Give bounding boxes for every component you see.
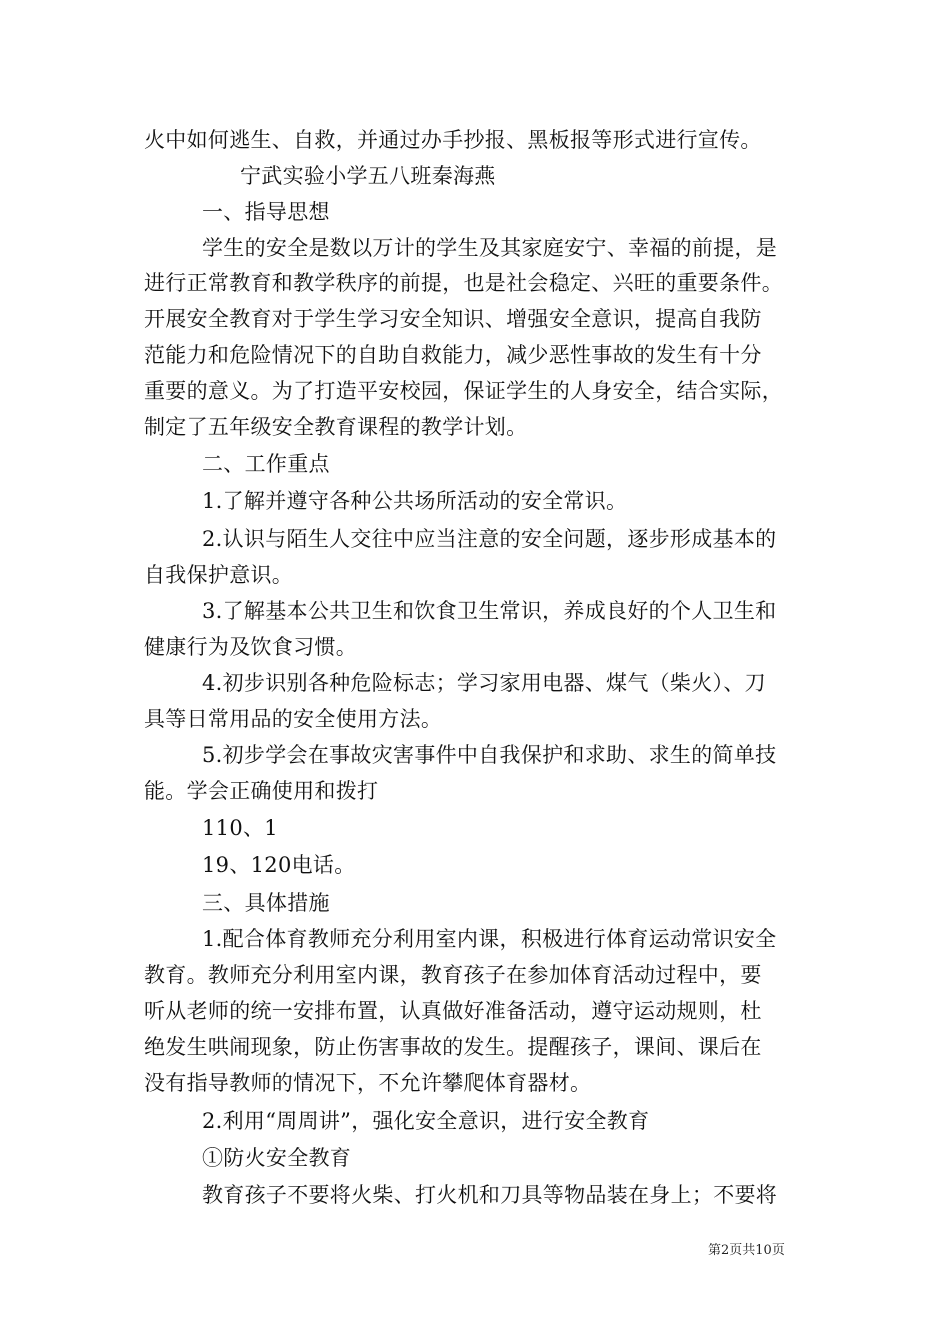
text-line: 绝发生哄闹现象，防止伤害事故的发生。提醒孩子，课间、课后在 [144, 1035, 762, 1059]
list-item: 1.配合体育教师充分利用室内课，积极进行体育运动常识安全 [202, 927, 777, 951]
text-line: 没有指导教师的情况下，不允许攀爬体育器材。 [144, 1071, 592, 1095]
text-line: 制定了五年级安全教育课程的教学计划。 [144, 415, 528, 439]
section-heading: 一、指导思想 [202, 200, 330, 224]
text-line: 范能力和危险情况下的自助自救能力，减少恶性事故的发生有十分 [144, 343, 762, 367]
list-item: 2.认识与陌生人交往中应当注意的安全问题，逐步形成基本的 [202, 527, 777, 551]
list-item: 2.利用“周周讲”，强化安全意识，进行安全教育 [202, 1109, 650, 1133]
section-heading: 二、工作重点 [202, 452, 330, 476]
text-line: 重要的意义。为了打造平安校园，保证学生的人身安全，结合实际， [144, 379, 783, 403]
text-line: 开展安全教育对于学生学习安全知识、增强安全意识，提高自我防 [144, 307, 762, 331]
text-line: 健康行为及饮食习惯。 [144, 635, 357, 659]
text-line: 具等日常用品的安全使用方法。 [144, 707, 443, 731]
subsection-heading: ①防火安全教育 [202, 1146, 352, 1170]
list-item: 5.初步学会在事故灾害事件中自我保护和求助、求生的简单技 [202, 743, 777, 767]
text-line: 听从老师的统一安排布置，认真做好准备活动，遵守运动规则，杜 [144, 999, 762, 1023]
text-line: 自我保护意识。 [144, 563, 294, 587]
text-line: 火中如何逃生、自救，并通过办手抄报、黑板报等形式进行宣传。 [144, 128, 762, 152]
text-line: 进行正常教育和教学秩序的前提，也是社会稳定、兴旺的重要条件。 [144, 271, 783, 295]
text-line: 教育。教师充分利用室内课，教育孩子在参加体育活动过程中，要 [144, 963, 762, 987]
section-heading: 三、具体措施 [202, 891, 330, 915]
page-number: 第2页共10页 [708, 1243, 785, 1258]
list-item: 3.了解基本公共卫生和饮食卫生常识，养成良好的个人卫生和 [202, 599, 777, 623]
text-line: 110、1 [202, 816, 278, 840]
text-line: 能。学会正确使用和拨打 [144, 779, 379, 803]
text-line: 教育孩子不要将火柴、打火机和刀具等物品装在身上；不要将 [202, 1183, 778, 1207]
text-line: 19、120电话。 [202, 853, 356, 877]
list-item: 1.了解并遵守各种公共场所活动的安全常识。 [202, 489, 628, 513]
list-item: 4.初步识别各种危险标志；学习家用电器、煤气（柴火）、刀 [202, 671, 766, 695]
author-line: 宁武实验小学五八班秦海燕 [240, 164, 496, 188]
text-line: 学生的安全是数以万计的学生及其家庭安宁、幸福的前提，是 [202, 236, 778, 260]
